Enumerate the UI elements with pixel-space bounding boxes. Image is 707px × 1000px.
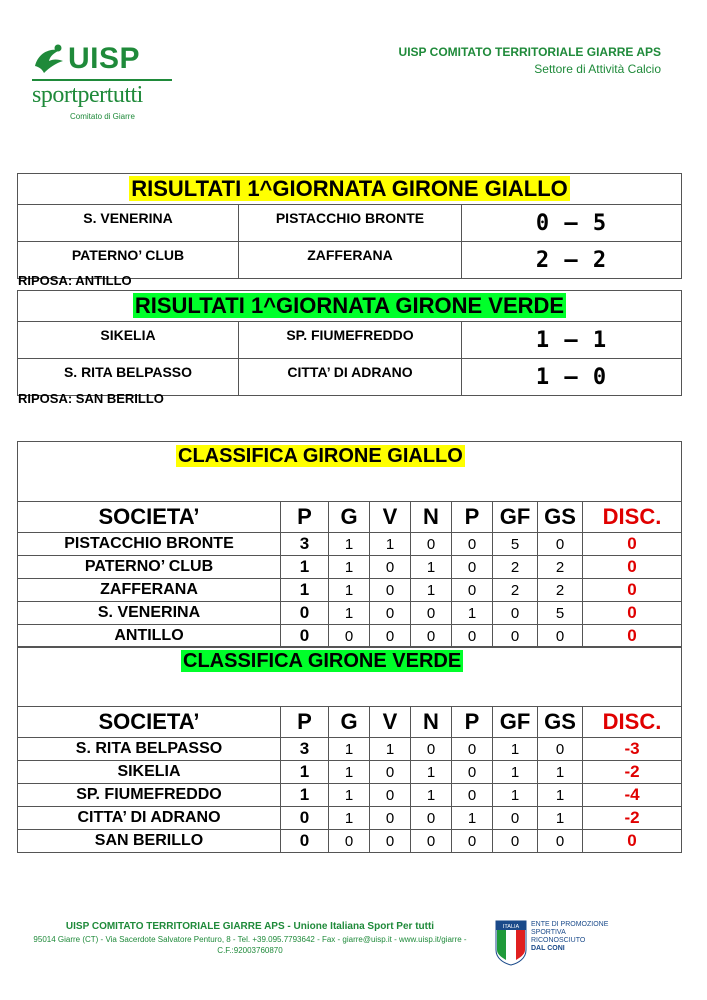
won: 0: [370, 830, 411, 853]
away-team: SP. FIUMEFREDDO: [239, 322, 462, 359]
lost: 0: [452, 784, 493, 807]
home-team: S. VENERINA: [18, 205, 239, 242]
won: 0: [370, 556, 411, 579]
drawn: 1: [411, 784, 452, 807]
home-team: PATERNO’ CLUB: [18, 242, 239, 279]
italy-shield-icon: [495, 920, 527, 966]
drawn: 1: [411, 556, 452, 579]
match-row: [18, 359, 682, 396]
match-score: 2 – 2: [462, 242, 682, 279]
goals-against: 0: [538, 830, 583, 853]
lost: 0: [452, 738, 493, 761]
col-points: P: [281, 707, 329, 738]
points: 0: [281, 625, 329, 648]
discipline: -3: [583, 738, 682, 761]
match-row: [18, 205, 682, 242]
col-gf: GF: [493, 502, 538, 533]
match-score: 0 – 5: [462, 205, 682, 242]
discipline: 0: [583, 533, 682, 556]
col-played: G: [329, 502, 370, 533]
col-societa: SOCIETA’: [18, 707, 281, 738]
drawn: 0: [411, 602, 452, 625]
lost: 0: [452, 533, 493, 556]
away-team: PISTACCHIO BRONTE: [239, 205, 462, 242]
goals-against: 5: [538, 602, 583, 625]
results-title-verde: RISULTATI 1^GIORNATA GIRONE VERDE: [18, 291, 682, 322]
logo-divider: [32, 79, 172, 81]
discipline: -4: [583, 784, 682, 807]
goals-for: 1: [493, 761, 538, 784]
team-name: PATERNO’ CLUB: [18, 556, 281, 579]
results-title-giallo: RISULTATI 1^GIORNATA GIRONE GIALLO: [18, 174, 682, 205]
goals-for: 0: [493, 807, 538, 830]
goals-against: 1: [538, 761, 583, 784]
col-drawn: N: [411, 502, 452, 533]
riposa-giallo: RIPOSA: ANTILLO: [18, 273, 132, 288]
discipline: -2: [583, 807, 682, 830]
coni-text: ENTE DI PROMOZIONE SPORTIVA RICONOSCIUTO DAL CONI: [531, 921, 609, 952]
won: 0: [370, 784, 411, 807]
home-team: SIKELIA: [18, 322, 239, 359]
played: 1: [329, 761, 370, 784]
team-name: PISTACCHIO BRONTE: [18, 533, 281, 556]
played: 0: [329, 625, 370, 648]
header-org-info: [399, 45, 661, 76]
logo-tagline: sportpertutti: [32, 82, 143, 108]
played: 1: [329, 784, 370, 807]
standings-table-verde: [17, 646, 682, 853]
col-points: P: [281, 502, 329, 533]
match-score: 1 – 1: [462, 322, 682, 359]
won: 0: [370, 807, 411, 830]
lost: 0: [452, 556, 493, 579]
col-gs: GS: [538, 502, 583, 533]
discipline: 0: [583, 556, 682, 579]
standings-table-giallo: [17, 441, 682, 648]
goals-against: 0: [538, 533, 583, 556]
col-won: V: [370, 707, 411, 738]
goals-for: 0: [493, 602, 538, 625]
logo-brand: UISP: [68, 42, 141, 75]
standings-title-verde: CLASSIFICA GIRONE VERDE: [18, 647, 682, 707]
won: 0: [370, 579, 411, 602]
goals-against: 0: [538, 738, 583, 761]
won: 0: [370, 761, 411, 784]
team-name: ZAFFERANA: [18, 579, 281, 602]
won: 0: [370, 625, 411, 648]
riposa-verde: RIPOSA: SAN BERILLO: [18, 391, 164, 406]
drawn: 0: [411, 807, 452, 830]
lost: 0: [452, 579, 493, 602]
goals-for: 5: [493, 533, 538, 556]
standings-row: [18, 556, 682, 579]
points: 0: [281, 807, 329, 830]
team-name: SIKELIA: [18, 761, 281, 784]
team-name: SAN BERILLO: [18, 830, 281, 853]
drawn: 1: [411, 761, 452, 784]
won: 1: [370, 533, 411, 556]
col-societa: SOCIETA’: [18, 502, 281, 533]
drawn: 1: [411, 579, 452, 602]
won: 1: [370, 738, 411, 761]
lost: 1: [452, 602, 493, 625]
away-team: ZAFFERANA: [239, 242, 462, 279]
goals-against: 2: [538, 579, 583, 602]
played: 1: [329, 579, 370, 602]
away-team: CITTA’ DI ADRANO: [239, 359, 462, 396]
points: 1: [281, 579, 329, 602]
team-name: CITTA’ DI ADRANO: [18, 807, 281, 830]
points: 1: [281, 761, 329, 784]
col-played: G: [329, 707, 370, 738]
standings-header-row: [18, 707, 682, 738]
team-name: ANTILLO: [18, 625, 281, 648]
drawn: 0: [411, 830, 452, 853]
discipline: 0: [583, 602, 682, 625]
col-drawn: N: [411, 707, 452, 738]
col-disc: DISC.: [583, 502, 682, 533]
col-disc: DISC.: [583, 707, 682, 738]
standings-header-row: [18, 502, 682, 533]
standings-row: [18, 625, 682, 648]
played: 1: [329, 556, 370, 579]
results-table-giallo: [17, 173, 682, 279]
goals-for: 1: [493, 784, 538, 807]
points: 0: [281, 830, 329, 853]
drawn: 0: [411, 533, 452, 556]
discipline: 0: [583, 625, 682, 648]
goals-for: 1: [493, 738, 538, 761]
discipline: 0: [583, 830, 682, 853]
lost: 0: [452, 625, 493, 648]
standings-row: [18, 579, 682, 602]
won: 0: [370, 602, 411, 625]
team-name: S. RITA BELPASSO: [18, 738, 281, 761]
points: 0: [281, 602, 329, 625]
col-lost: P: [452, 707, 493, 738]
uisp-logo: [30, 40, 180, 125]
played: 1: [329, 738, 370, 761]
coni-badge: [495, 920, 645, 970]
points: 1: [281, 556, 329, 579]
match-row: [18, 322, 682, 359]
lost: 0: [452, 761, 493, 784]
standings-row: [18, 830, 682, 853]
goals-for: 2: [493, 556, 538, 579]
goals-for: 0: [493, 830, 538, 853]
played: 0: [329, 830, 370, 853]
goals-against: 2: [538, 556, 583, 579]
goals-for: 2: [493, 579, 538, 602]
col-won: V: [370, 502, 411, 533]
shield-country: ITALIA: [502, 924, 520, 930]
played: 1: [329, 602, 370, 625]
drawn: 0: [411, 625, 452, 648]
played: 1: [329, 533, 370, 556]
goals-against: 1: [538, 784, 583, 807]
points: 3: [281, 533, 329, 556]
goals-against: 0: [538, 625, 583, 648]
org-sector: Settore di Attività Calcio: [534, 62, 661, 76]
col-lost: P: [452, 502, 493, 533]
col-gs: GS: [538, 707, 583, 738]
discipline: -2: [583, 761, 682, 784]
standings-row: [18, 602, 682, 625]
running-figure-icon: [32, 44, 66, 74]
points: 1: [281, 784, 329, 807]
standings-row: [18, 738, 682, 761]
standings-row: [18, 533, 682, 556]
footer-address: 95014 Giarre (CT) - Via Sacerdote Salvatore Penturo, 8 - Tel. +39.095.7793642 - Fax - giarre@uisp.it - www.uisp.it/giarre -: [33, 935, 467, 944]
footer: [20, 921, 480, 956]
drawn: 0: [411, 738, 452, 761]
col-gf: GF: [493, 707, 538, 738]
goals-for: 0: [493, 625, 538, 648]
footer-org: UISP COMITATO TERRITORIALE GIARRE APS - Unione Italiana Sport Per tutti: [65, 921, 435, 932]
results-table-verde: [17, 290, 682, 396]
standings-row: [18, 784, 682, 807]
points: 3: [281, 738, 329, 761]
match-score: 1 – 0: [462, 359, 682, 396]
footer-tax-code: C.F.:92003760870: [217, 946, 283, 955]
org-name: UISP COMITATO TERRITORIALE GIARRE APS: [398, 45, 661, 59]
team-name: SP. FIUMEFREDDO: [18, 784, 281, 807]
standings-row: [18, 807, 682, 830]
standings-row: [18, 761, 682, 784]
goals-against: 1: [538, 807, 583, 830]
home-team: S. RITA BELPASSO: [18, 359, 239, 396]
team-name: S. VENERINA: [18, 602, 281, 625]
discipline: 0: [583, 579, 682, 602]
logo-sub: Comitato di Giarre: [70, 112, 135, 121]
lost: 1: [452, 807, 493, 830]
played: 1: [329, 807, 370, 830]
standings-title-giallo: CLASSIFICA GIRONE GIALLO: [18, 442, 682, 502]
lost: 0: [452, 830, 493, 853]
